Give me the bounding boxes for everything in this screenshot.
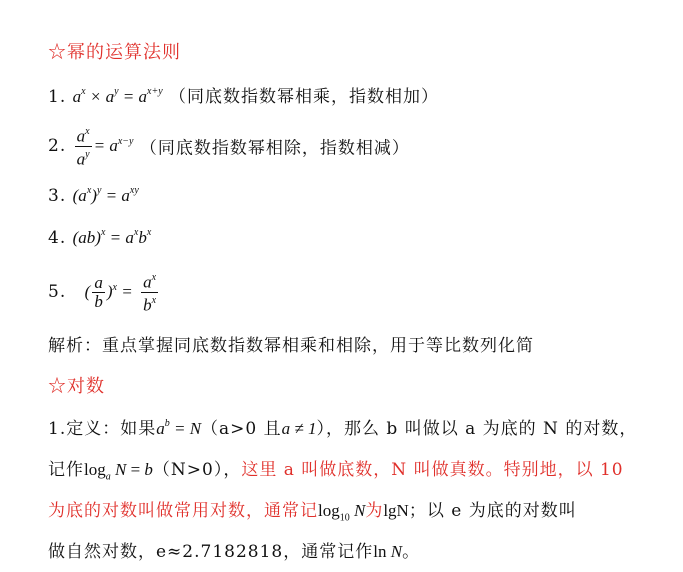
rule-1-formula: $a^x \times a^y = a^{x+y}$: [72, 86, 163, 106]
log-notation-formula: $\log_a N = b$: [84, 460, 153, 483]
rule-5-result-fraction: $\frac{a^x}{b^x}$: [143, 272, 157, 315]
rule-3-formula: $(a^x)^y = a^{xy}$: [72, 185, 139, 205]
rule-5-close-paren: )$^x$ =: [106, 281, 133, 302]
log10-formula: $\log_{10} N$: [318, 501, 366, 524]
log-def-formula: $a^b = N$: [156, 418, 202, 438]
ln-formula: ln N: [373, 542, 403, 561]
log-write-condition: （N>0），: [152, 460, 242, 480]
power-rule-1: [48, 82, 439, 107]
log-def-prefix: 1.定义：如果: [48, 419, 157, 439]
log-red-text-1: 这里 a 叫做底数，N 叫做真数。特别地，以 10: [241, 460, 624, 480]
log-heading: ☆对数: [48, 376, 105, 397]
log-natural-line: [48, 537, 420, 562]
log-def-neq: a ≠ 1: [281, 419, 317, 438]
rule-1-number: 1.: [48, 87, 67, 107]
power-rule-3: [48, 186, 139, 206]
rule-5-number: 5.: [48, 282, 67, 303]
power-rule-5: [48, 270, 160, 314]
rule-4-number: 4.: [48, 228, 67, 248]
log-def-tail: ），那么 b 叫做以 a 为底的 N 的对数，: [316, 419, 638, 439]
rule-1-note: （同底数指数幂相乘，指数相加）: [169, 87, 440, 107]
rule-4-formula: $(ab)^x = a^xb^x$: [72, 227, 152, 247]
rule-2-fraction: $\frac{a^x}{a^y}$: [76, 126, 90, 169]
analysis-text: 解析：重点掌握同底数指数幂相乘和相除，用于等比数列化简: [48, 336, 534, 356]
power-rule-4: [48, 228, 151, 248]
log-tail-2: ；以 e 为底的对数叫: [408, 501, 577, 521]
rule-2-number: 2.: [48, 136, 67, 157]
rule-2-result: = $a^{x-y}$: [93, 135, 134, 156]
log-line4-a: 做自然对数，e≈2.7182818，通常记作: [48, 542, 374, 562]
log-def-condition: （a>0 且: [201, 419, 282, 439]
lgN-text: lgN: [383, 501, 409, 520]
power-rules-heading: ☆幂的运算法则: [48, 42, 181, 63]
rule-2-note: （同底数指数幂相除，指数相减）: [139, 138, 410, 159]
log-notation-line: [48, 455, 624, 482]
rule-5-inner-fraction: $\frac{a}{b}$: [94, 272, 103, 311]
rule-5-open-paren: (: [84, 282, 91, 302]
log-definition-line: [48, 414, 637, 439]
power-rule-2: [48, 124, 410, 168]
rule-3-number: 3.: [48, 186, 67, 206]
log-red-text-2b: 为: [365, 501, 384, 521]
log-common-line: [48, 496, 577, 523]
log-line4-b: 。: [402, 542, 421, 562]
log-write-prefix: 记作: [48, 460, 84, 480]
log-red-text-2a: 为底的对数叫做常用对数，通常记: [48, 501, 318, 521]
